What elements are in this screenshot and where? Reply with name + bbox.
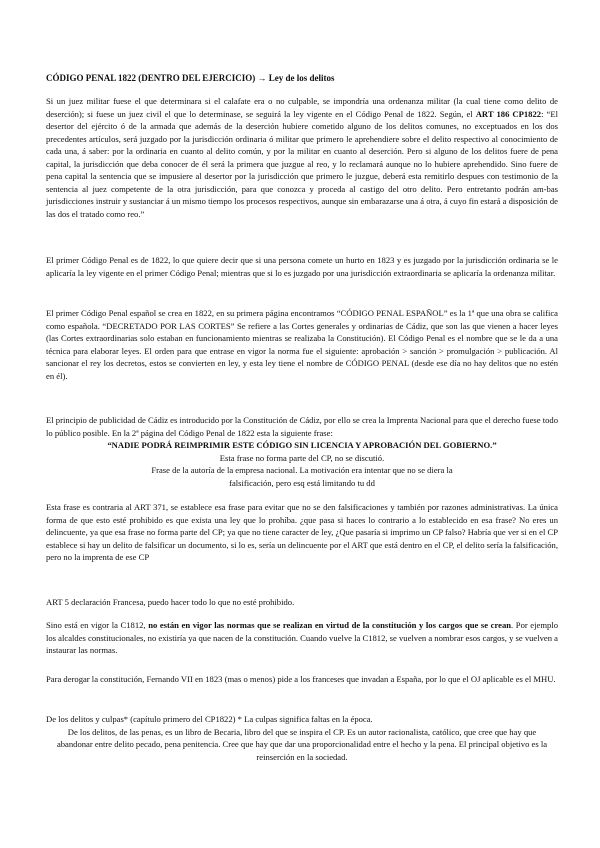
p4-line-3: falsificación, pero esq está limitando tu dd	[229, 477, 375, 488]
paragraph-delitos-culpas	[46, 713, 558, 763]
p4-intro: El principio de publicidad de Cádiz es introducido por la Constitución de Cádiz, por ello se crea la Imprenta Nacional para que el derecho fuese todo lo público posible. En la 2ª página del Código Penal de 1822 esta la siguiente frase:	[46, 415, 558, 438]
p9-rest: De los delitos, de las penas, es un libro de Becaria, libro del que se inspira el CP. Es un autor racionalista, católico, que cree que hay que abandonar entre delito pecado, pena penitencia. Cree que hay que dar una proporcionalidad entre el hecho y la pena. El principal objetivo es la reinserción en la sociedad.	[56, 726, 548, 762]
paragraph-french-declaration: ART 5 declaración Francesa, puedo hacer todo lo que no esté prohibido.	[46, 597, 295, 607]
paragraph-art-186	[46, 95, 558, 220]
document-title: CÓDIGO PENAL 1822 (DENTRO DEL EJERCICIO) → Ley de los delitos	[46, 73, 335, 83]
paragraph-fernando-vii: Para derogar la constitución, Fernando VII en 1823 (mas o menos) pide a los franceses que invadan a España, por lo que el OJ aplicable es el MHU.	[46, 674, 556, 684]
p4-line-2: Frase de la autoría de la empresa nacional. La motivación era intentar que no se diera la	[151, 465, 453, 475]
p7-part-c: . Por ejemplo los alcaldes constitucionales, no existiría ya que nacen de la constitución. Cuando vuelve la C1812, se vuelven a nombrar esos cargos, y se vuelven a instaurar las normas.	[46, 620, 558, 655]
paragraph-publicity-principle	[46, 414, 558, 489]
paragraph-art-371: Esta frase es contraria al ART 371, se establece esa frase para evitar que no se den falsificaciones y también por razones administrativas. La única forma de que esto esté prohibido es que exista una ley que lo prohíba. ¿que pasa si haces lo contrario a lo establecido en esa frase? No eres un delincuente, ya que esa frase no forma parte del CP; ya que no tiene caracter de ley, ¿Que pasaría si imprimo un CP falso? Habría que ver si en el CP establece si hay un delito de falsificar un documento, si lo es, sería un delincuente por el ART que está dentro en el CP, el delito sería la falsificación, pero no la imprenta de ese CP	[46, 502, 558, 562]
p9-line-1: De los delitos y culpas* (capítulo primero del CP1822) * La culpas significa faltas en la época.	[46, 714, 373, 724]
paragraph-spanish-code: El primer Código Penal español se crea en 1822, en su primera página encontramos “CÓDIGO PENAL ESPAÑOL” es la 1ª que una obra se califica como española. “DECRETADO POR LAS CORTES” Se refiere a las Cortes generales y ordinarias de Cádiz, que son las que vienen a hacer leyes (las Cortes extraordinarias solo estaban en funcionamiento mientras se realizaba la Constitución). El Código Penal es el nombre que se le da a una técnica para elaborar leyes. El orden para que entrase en vigor la norma fue el siguiente: aprobación > sanción > promulgación > publicación. Al sancionar el rey los decretos, estos se convierten en ley, y esta ley tiene el nombre de CÓDIGO PENAL (desde ese día no hay delitos que no estén en él).	[46, 308, 558, 381]
article-quote: : “El desertor del ejército ó de la armada que además de la deserción hubiere cometido alguno de los delitos comunes, no exceptuados en los dos precedentes artículos, será juzgado por la jurisdicción ordinaria ó militar que primero le aprehendiere sobre el delito respectivo al conocimiento de cada una, á saber: por la ordinaria en cuanto al delito común, y por la militar en cuanto al deserción. Pero si alguno de los delitos fuere de pena capital, la jurisdicción que deba conocer de él será la primera que juzgue al reo, y lo reclamará aunque no lo hubiere aprehendido. Sino fuere de pena capital la sentencia que se impusiere al desertor por la jurisdicción que primero le juzgue, deberá esta remitirlo despues con testimonio de la sentencia al juez competente de la otra jurisdicción, para que conozca y proceda al castigo del otro delito. Pero entretanto podrán am-bas jurisdicciones instruir y sustanciar á un mismo tiempo los procesos respectivos, aunque sin embarazarse una á otra, á cuyo fin estará a disposición de las dos el tratado como reo.”	[46, 108, 558, 219]
paragraph-c1812	[46, 619, 558, 657]
p1-intro: Si un juez militar fuese el que determinara si el calafate era o no culpable, se impondría una ordenanza militar (la cual tiene como delito de deserción); si fuese un juez civil el que lo determinase, se seguirá la ley vigente en el Código Penal de 1822. Según, el	[46, 96, 558, 119]
government-quote: “NADIE PODRÁ REIMPRIMIR ESTE CÓDIGO SIN LICENCIA Y APROBACIÓN DEL GOBIERNO.”	[107, 440, 497, 450]
article-reference: ART 186 CP1822	[475, 108, 542, 119]
p7-part-a: Sino está en vigor la C1812,	[46, 620, 149, 630]
p4-line-1: Esta frase no forma parte del CP, no se discutió.	[219, 452, 385, 463]
p7-bold: no están en vigor las normas que se realizan en virtud de la constitución y los cargos que se crean	[148, 620, 512, 630]
paragraph-first-code: El primer Código Penal es de 1822, lo que quiere decir que si una persona comete un hurto en 1823 y es juzgado por la jurisdicción ordinaria se le aplicaría la ley vigente en el primer Código Penal; mientras que si lo es juzgado por una jurisdicción extraordinaria se aplicaría la ordenanza militar.	[46, 255, 558, 278]
